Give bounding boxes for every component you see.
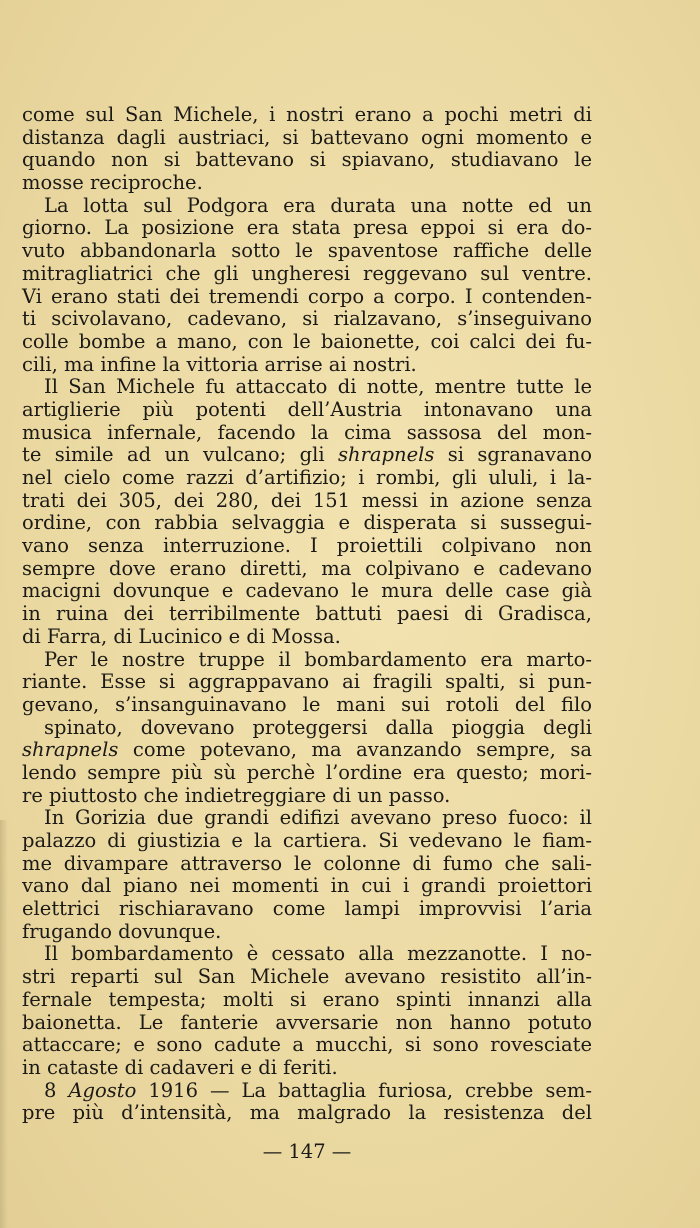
text-line: giorno. La posizione era stata presa eppoi si era do-	[22, 216, 592, 240]
text-line: nel cielo come razzi d’artifizio; i rombi, gli ululi, i la-	[22, 466, 592, 489]
text-line: Per le nostre truppe il bombardamento era marto-	[44, 647, 592, 671]
text-line: spinato, dovevano proteggersi dalla pioggia degli	[44, 715, 592, 739]
text-line: in cataste di cadaveri e di feriti.	[22, 1055, 338, 1079]
text-line: Il bombardamento è cessato alla mezzanotte. I no-	[44, 942, 592, 966]
text-line: di Farra, di Lucinico e di Mossa.	[22, 624, 341, 648]
text-line: re piuttosto che indietreggiare di un passo.	[22, 783, 451, 807]
text-line: lendo sempre più sù perchè l’ordine era questo; mori-	[22, 760, 592, 784]
text-line: cili, ma infine la vittoria arrise ai nostri.	[22, 352, 417, 376]
text-line: elettrici rischiaravano come lampi improvvisi l’aria	[22, 897, 592, 921]
text-line: colle bombe a mano, con le baionette, coi calci dei fu-	[22, 329, 592, 353]
text-line: mitragliatrici che gli ungheresi reggevano sul ventre.	[22, 261, 592, 285]
text-line: ordine, con rabbia selvaggia e disperata si sussegui-	[22, 511, 592, 535]
page-edge-shadow	[0, 820, 8, 1228]
text-line: mosse reciproche.	[22, 171, 203, 195]
text-line: In Gorizia due grandi edifizi avevano preso fuoco: il	[44, 806, 592, 830]
text-line: in ruina dei terribilmente battuti paesi di Gradisca,	[22, 602, 592, 626]
text-line: te simile ad un vulcano; gli shrapnels si sgranavano	[22, 443, 592, 467]
text-line: come sul San Michele, i nostri erano a pochi metri di	[22, 103, 592, 126]
text-line: gevano, s’insanguinavano le mani sui rotoli del filo	[22, 692, 592, 716]
text-line: fernale tempesta; molti si erano spinti innanzi alla	[22, 987, 592, 1011]
text-line: vano dal piano nei momenti in cui i grandi proiettori	[22, 874, 592, 898]
text-line: macigni dovunque e cadevano le mura delle case già	[22, 579, 592, 603]
text-line: stri reparti sul San Michele avevano resistito all’in-	[22, 965, 592, 989]
text-line: shrapnels come potevano, ma avanzando sempre, sa	[22, 738, 592, 762]
text-line: sempre dove erano diretti, ma colpivano e cadevano	[22, 556, 592, 580]
text-line: quando non si battevano si spiavano, studiavano le	[22, 148, 592, 172]
text-line: trati dei 305, dei 280, dei 151 messi in azione senza	[22, 488, 592, 512]
text-line: frugando dovunque.	[22, 919, 222, 943]
text-line: Il San Michele fu attaccato di notte, mentre tutte le	[44, 375, 592, 399]
text-line: artiglierie più potenti dell’Austria intonavano una	[22, 397, 592, 421]
text-line: baionetta. Le fanterie avversarie non hanno potuto	[22, 1010, 592, 1034]
page-number: — 147 —	[262, 1140, 352, 1163]
text-line: me divampare attraverso le colonne di fumo che sali-	[22, 851, 592, 875]
body-text	[22, 104, 592, 1125]
text-line: Vi erano stati dei tremendi corpo a corpo. I contenden-	[22, 284, 592, 308]
text-line: distanza dagli austriaci, si battevano ogni momento e	[22, 125, 592, 149]
text-line: riante. Esse si aggrappavano ai fragili spalti, si pun-	[22, 670, 592, 694]
text-line: vano senza interruzione. I proiettili colpivano non	[22, 534, 592, 558]
text-line: 8 Agosto 1916 — La battaglia furiosa, crebbe sem-	[44, 1078, 592, 1102]
text-line: attaccare; e sono cadute a mucchi, si sono rovesciate	[22, 1033, 592, 1057]
text-line: palazzo di giustizia e la cartiera. Si vedevano le fiam-	[22, 829, 592, 852]
text-line: La lotta sul Podgora era durata una notte ed un	[44, 193, 592, 217]
text-line: musica infernale, facendo la cima sassosa del mon-	[22, 420, 592, 444]
text-line: pre più d’intensità, ma malgrado la resistenza del	[22, 1101, 592, 1125]
text-line: vuto abbandonarla sotto le spaventose raffiche delle	[22, 239, 592, 263]
text-line: ti scivolavano, cadevano, si rialzavano, s’inseguivano	[22, 307, 592, 331]
